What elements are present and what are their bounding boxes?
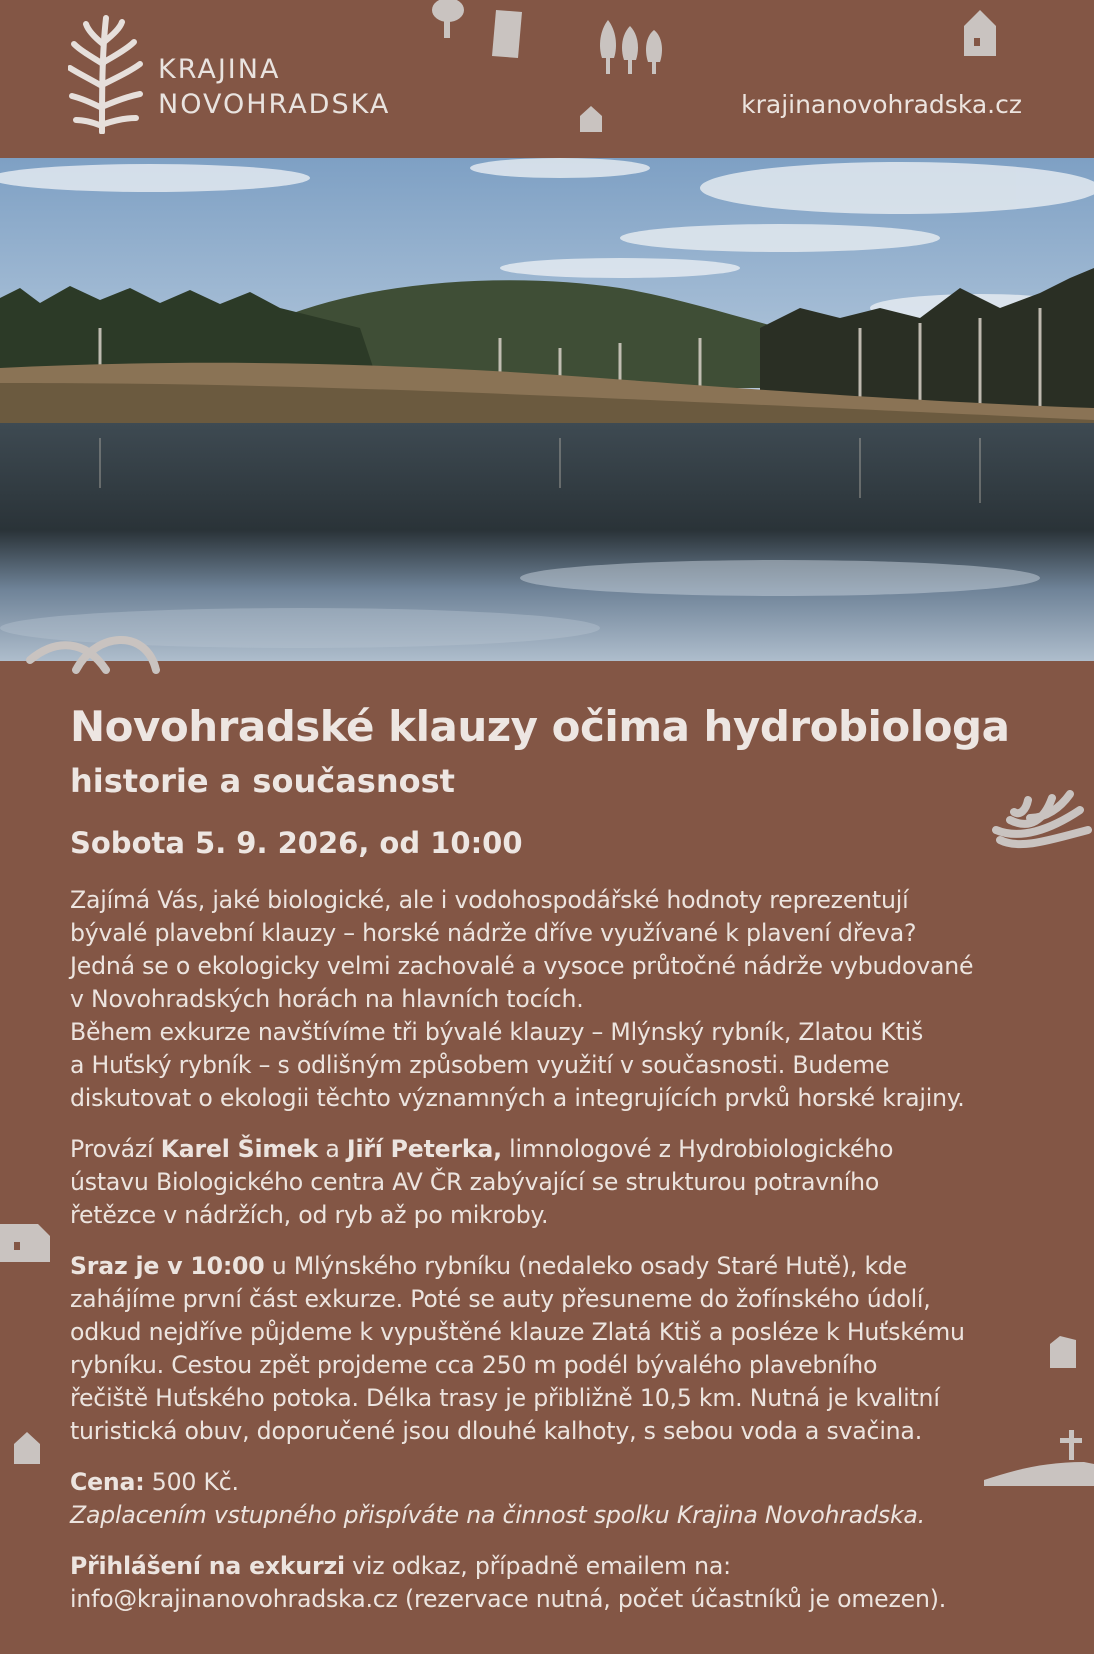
- event-subtitle: historie a současnost: [70, 762, 455, 800]
- event-content: [70, 700, 1040, 1616]
- meeting-paragraph: [70, 1250, 1040, 1448]
- intro-line: Během exkurze navštívíme tři bývalé klauzy – Mlýnský rybník, Zlatou Ktiš: [70, 1018, 924, 1046]
- guides-line: řetězce v nádržích, od ryb až po mikroby.: [70, 1201, 549, 1229]
- signup-email[interactable]: info@krajinanovohradska.cz (rezervace nutná, počet účastníků je omezen).: [70, 1585, 947, 1613]
- brand-line-1: KRAJINA: [158, 54, 281, 85]
- fern-logo-icon: [68, 14, 144, 134]
- small-house-icon: [578, 104, 604, 132]
- signup-text: viz odkaz, případně emailem na:: [344, 1552, 731, 1580]
- guides-line: [70, 1133, 1040, 1166]
- house-icon: [962, 8, 998, 56]
- guide-name: Karel Šimek: [160, 1135, 319, 1163]
- tag-shape-icon: [490, 8, 524, 60]
- price-label: Cena:: [70, 1468, 145, 1496]
- guides-and: a: [318, 1135, 347, 1163]
- guides-line: ústavu Biologického centra AV ČR zabývající se strukturou potravního: [70, 1168, 880, 1196]
- signup-label: Přihlášení na exkurzi: [70, 1552, 345, 1580]
- house-icon: [0, 1220, 50, 1262]
- price-line: [70, 1466, 1040, 1499]
- intro-line: a Huťský rybník – s odlišným způsobem využití v současnosti. Budeme: [70, 1051, 890, 1079]
- header: [0, 0, 1094, 158]
- intro-line: v Novohradských horách na hlavních tocích.: [70, 985, 584, 1013]
- meeting-text: u Mlýnského rybníku (nedaleko osady Staré Hutě), kde: [264, 1252, 908, 1280]
- price-value: 500 Kč.: [144, 1468, 239, 1496]
- meeting-line: turistická obuv, doporučené jsou dlouhé kalhoty, s sebou voda a svačina.: [70, 1417, 922, 1445]
- meeting-line: [70, 1250, 1040, 1283]
- brand-line-2: NOVOHRADSKA: [158, 89, 391, 120]
- small-house-icon: [1048, 1334, 1078, 1368]
- intro-paragraph: [70, 884, 1040, 1115]
- meeting-line: řečiště Huťského potoka. Délka trasy je přibližně 10,5 km. Nutná je kvalitní: [70, 1384, 940, 1412]
- website-link[interactable]: krajinanovohradska.cz: [741, 90, 1022, 119]
- brand-name: [158, 52, 390, 122]
- guides-prefix: Provází: [70, 1135, 161, 1163]
- intro-line: Jedná se o ekologicky velmi zachovalé a vysoce průtočné nádrže vybudované: [70, 952, 974, 980]
- price-note-text: Zaplacením vstupného přispíváte na činnost spolku Krajina Novohradska.: [70, 1501, 925, 1529]
- price-paragraph: [70, 1466, 1040, 1532]
- tree-icon: [430, 0, 470, 40]
- intro-line: diskutovat o ekologii těchto významných a integrujících prvků horské krajiny.: [70, 1084, 965, 1112]
- meeting-line: odkud nejdříve půjdeme k vypuštěné klauze Zlatá Ktiš a posléze k Huťskému: [70, 1318, 965, 1346]
- signup-paragraph: [70, 1550, 1040, 1616]
- event-date: Sobota 5. 9. 2026, od 10:00: [70, 826, 523, 860]
- meeting-line: zahájíme první část exkurze. Poté se auty přesuneme do žofínského údolí,: [70, 1285, 931, 1313]
- trees-icon: [594, 18, 670, 76]
- meeting-time: Sraz je v 10:00: [70, 1252, 265, 1280]
- lake-landscape-photo: [0, 158, 1094, 661]
- small-house-icon: [12, 1430, 42, 1464]
- price-note: [70, 1499, 1040, 1532]
- meeting-line: rybníku. Cestou zpět projdeme cca 250 m podél bývalého plavebního: [70, 1351, 878, 1379]
- intro-line: Zajímá Vás, jaké biologické, ale i vodohospodářské hodnoty reprezentují: [70, 886, 909, 914]
- arch-decoration-icon: [26, 630, 162, 676]
- event-title: Novohradské klauzy očima hydrobiologa: [70, 702, 1010, 751]
- signup-line: [70, 1550, 1040, 1583]
- guide-name: Jiří Peterka,: [346, 1135, 502, 1163]
- intro-line: bývalé plavební klauzy – horské nádrže dříve využívané k plavení dřeva?: [70, 919, 917, 947]
- guides-paragraph: [70, 1133, 1040, 1232]
- guides-text: limnologové z Hydrobiologického: [501, 1135, 894, 1163]
